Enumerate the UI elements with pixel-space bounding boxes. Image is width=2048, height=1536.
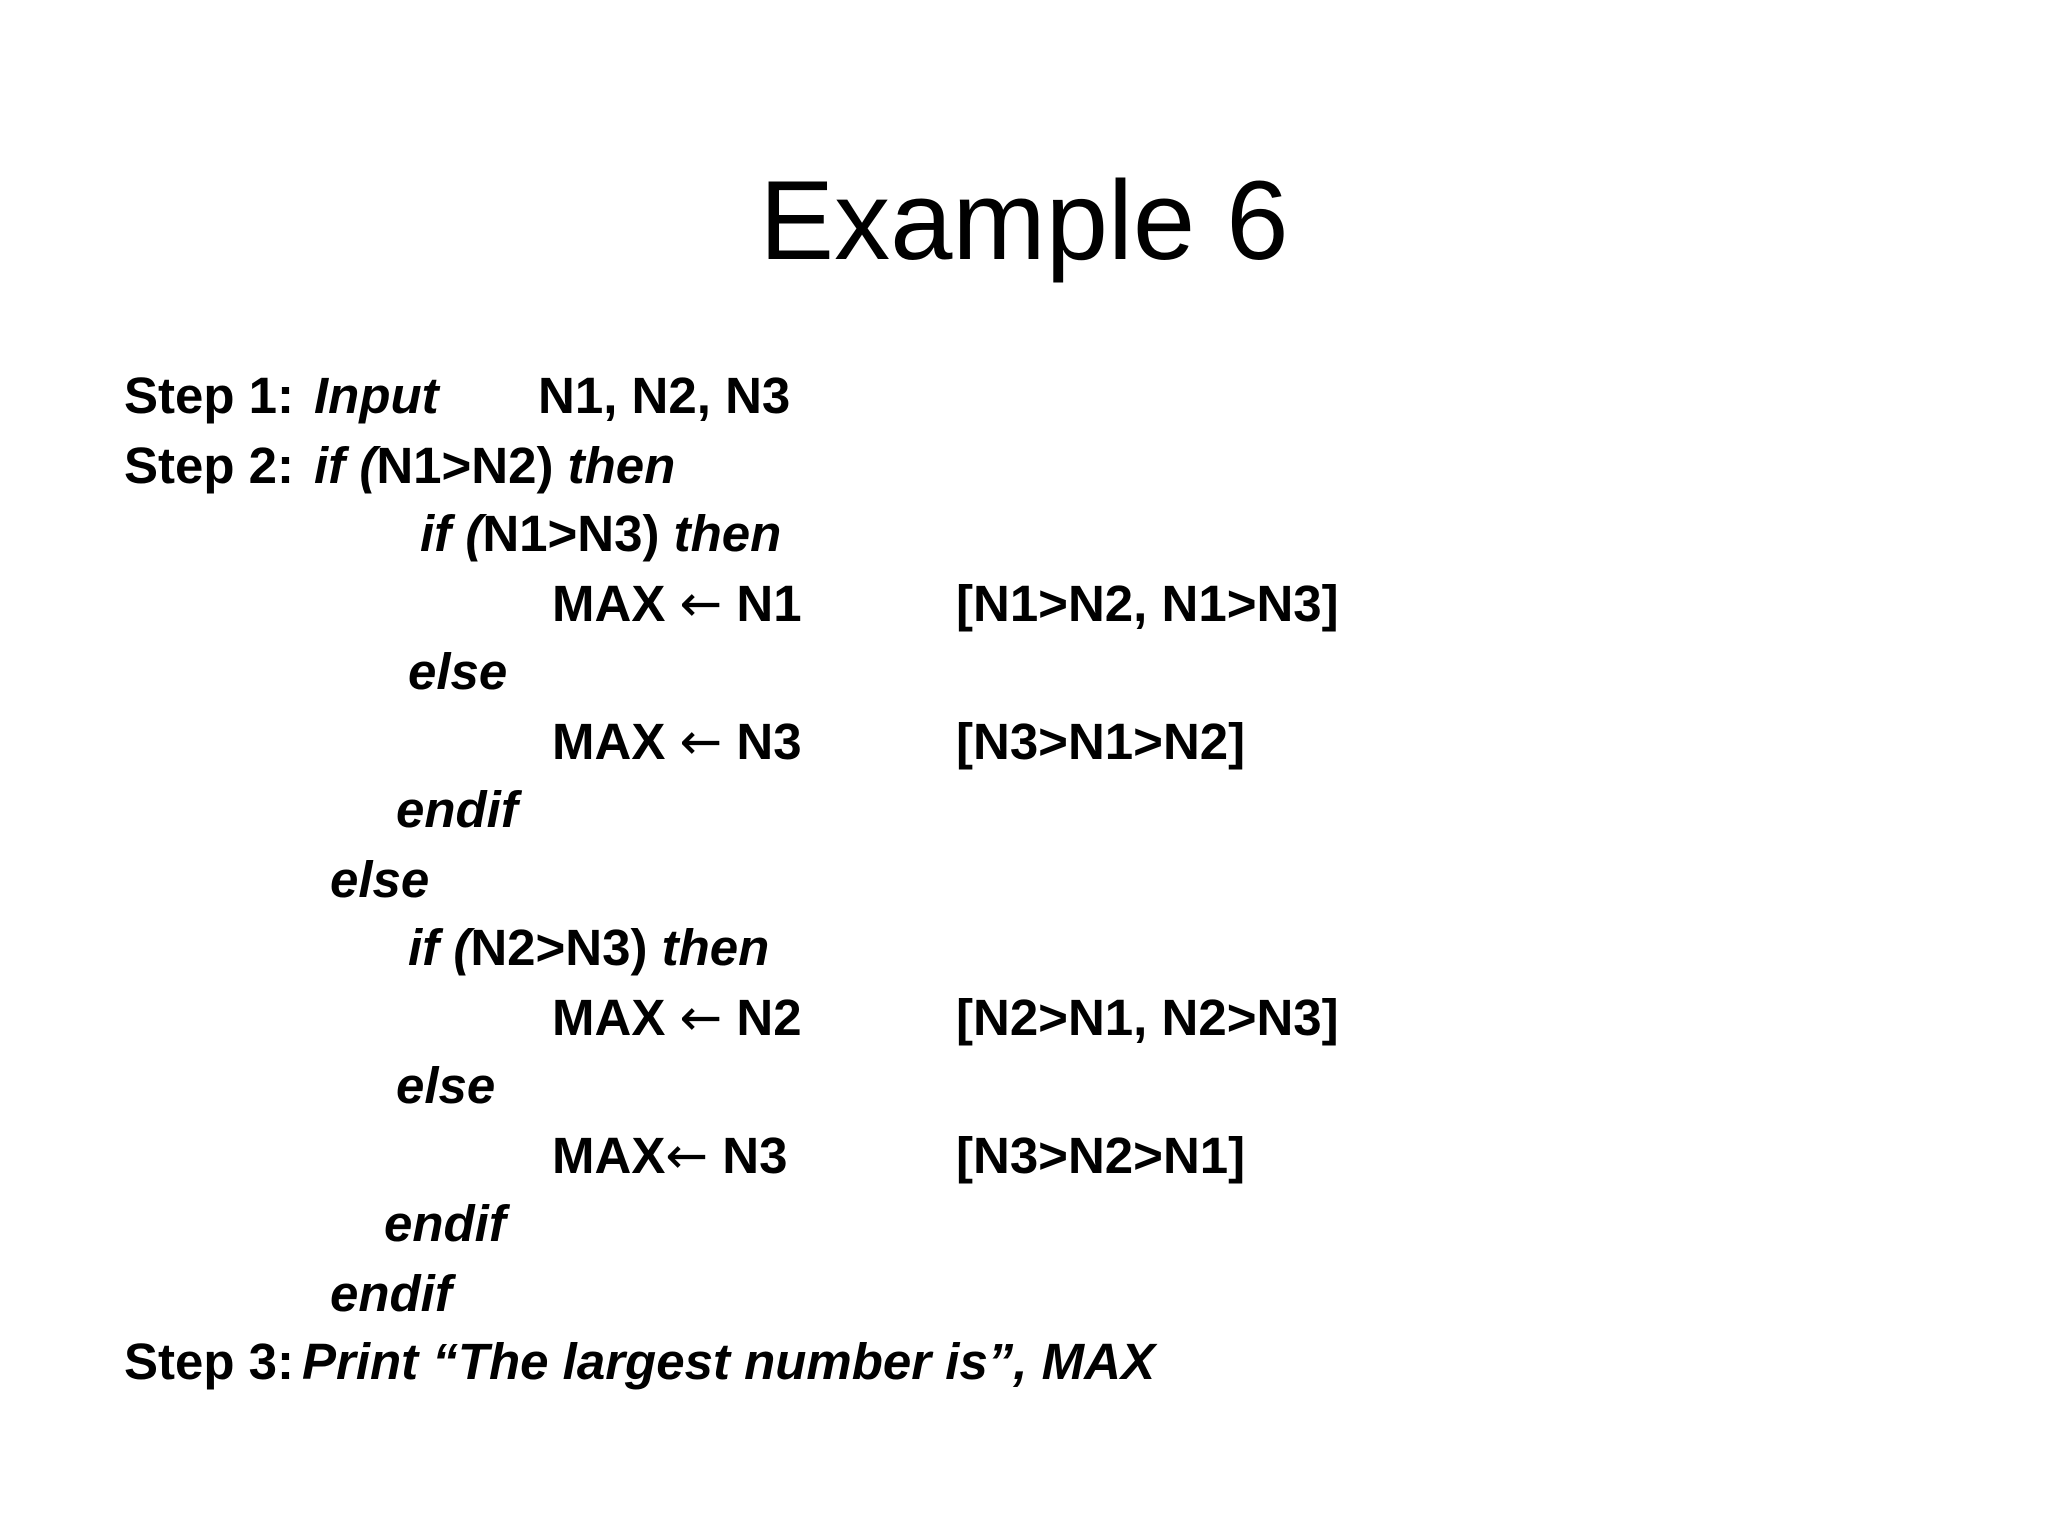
assign-note-4: [N3>N2>N1] (956, 1127, 1246, 1184)
left-arrow-icon: ← (679, 575, 723, 634)
left-arrow-icon: ← (679, 713, 723, 772)
step3-label: Step 3: (124, 1333, 295, 1390)
step2-if-line (314, 437, 676, 494)
inner-if-line-1 (420, 505, 782, 562)
assign-line-3 (552, 989, 802, 1048)
then-keyword: then (567, 437, 676, 494)
endif-keyword-2: endif (384, 1195, 506, 1252)
assign-note-1: [N1>N2, N1>N3] (956, 575, 1339, 632)
slide-title: Example 6 (759, 158, 1289, 283)
step1-label: Step 1: (124, 367, 295, 424)
else-keyword-2: else (396, 1057, 496, 1114)
step1-args: N1, N2, N3 (538, 367, 791, 424)
assign-lhs: MAX (552, 989, 666, 1046)
if-keyword: if ( (314, 437, 377, 494)
inner-if-line-2 (408, 919, 770, 976)
if-keyword: if ( (408, 919, 471, 976)
endif-keyword-outer: endif (330, 1265, 452, 1322)
assign-rhs: N1 (736, 575, 802, 632)
assign-note-2: [N3>N1>N2] (956, 713, 1246, 770)
condition: N2>N3) (470, 919, 648, 976)
if-keyword: if ( (420, 505, 483, 562)
assign-rhs: N2 (736, 989, 802, 1046)
else-keyword-outer: else (330, 851, 430, 908)
assign-line-1 (552, 575, 802, 634)
step2-label: Step 2: (124, 437, 295, 494)
then-keyword: then (673, 505, 782, 562)
step1-keyword: Input (314, 367, 439, 424)
assign-line-4 (552, 1127, 788, 1186)
else-keyword-1: else (408, 643, 508, 700)
assign-line-2 (552, 713, 802, 772)
then-keyword: then (661, 919, 770, 976)
assign-lhs: MAX (552, 713, 666, 770)
assign-rhs: N3 (736, 713, 802, 770)
condition: N1>N2) (376, 437, 554, 494)
endif-keyword-1: endif (396, 781, 518, 838)
left-arrow-icon: ← (665, 1127, 709, 1186)
assign-lhs: MAX (552, 575, 666, 632)
step3-text: Print “The largest number is”, MAX (302, 1333, 1155, 1390)
left-arrow-icon: ← (679, 989, 723, 1048)
assign-note-3: [N2>N1, N2>N3] (956, 989, 1339, 1046)
condition: N1>N3) (482, 505, 660, 562)
assign-lhs: MAX (552, 1127, 666, 1184)
assign-rhs: N3 (722, 1127, 788, 1184)
